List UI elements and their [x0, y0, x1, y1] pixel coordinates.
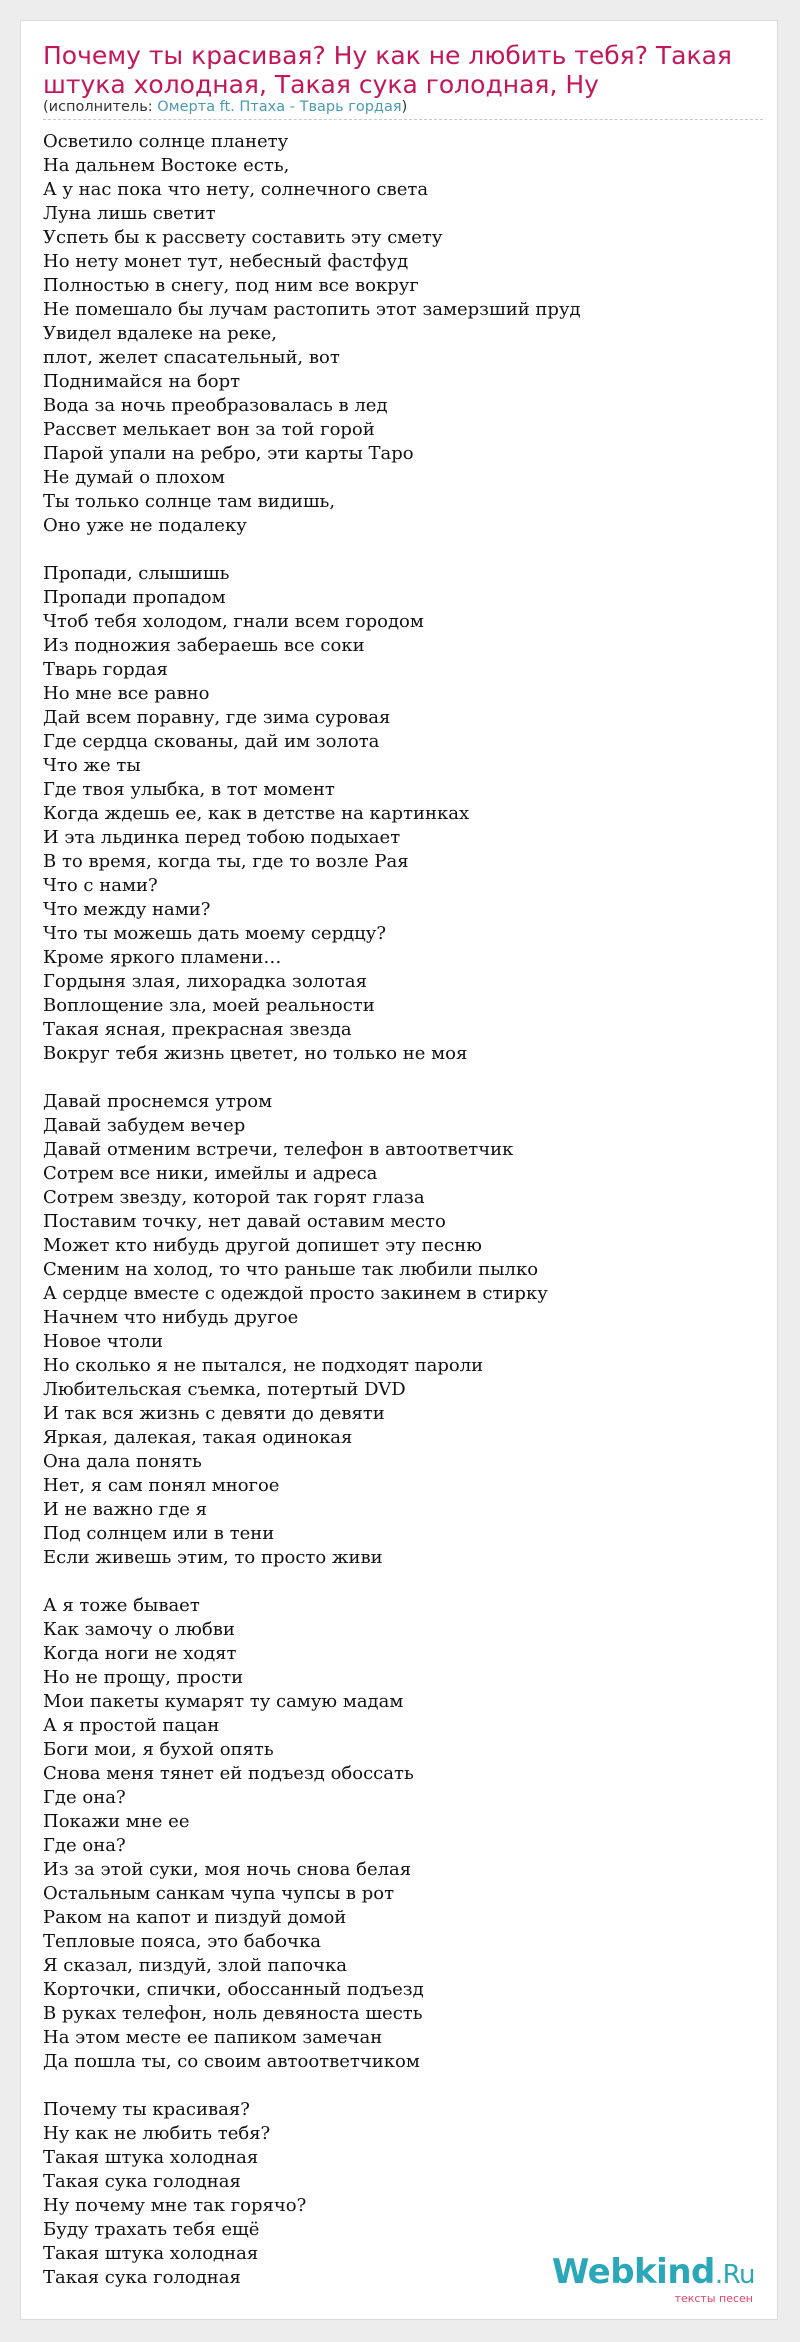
artist-line	[43, 98, 763, 117]
lyrics-line: Из подножия забераешь все соки	[43, 635, 365, 656]
lyrics-line: Что между нами?	[43, 899, 211, 920]
lyrics-line: Остальным санкам чупа чупсы в рот	[43, 1883, 395, 1904]
lyrics-line: Что же ты	[43, 755, 141, 776]
lyrics-line: Я сказал, пиздуй, злой папочка	[43, 1955, 347, 1976]
lyrics-line: Не помешало бы лучам растопить этот замерзший пруд	[43, 299, 581, 320]
lyrics-line: Если живешь этим, то просто живи	[43, 1547, 383, 1568]
lyrics-line: Поставим точку, нет давай оставим место	[43, 1211, 446, 1232]
lyrics-line: Давай отменим встречи, телефон в автоответчик	[43, 1139, 514, 1160]
lyrics-line: Почему ты красивая?	[43, 2099, 250, 2120]
lyrics-line: Новое чтоли	[43, 1331, 164, 1352]
lyrics-line: Что ты можешь дать моему сердцу?	[43, 923, 386, 944]
lyrics-line: Ну как не любить тебя?	[43, 2123, 271, 2144]
lyrics-text	[43, 130, 763, 2314]
lyrics-line: Вода за ночь преобразовалась в лед	[43, 395, 388, 416]
lyrics-line: Когда ждешь ее, как в детстве на картинках	[43, 803, 470, 824]
lyrics-line: Яркая, далекая, такая одинокая	[43, 1427, 353, 1448]
lyrics-line: Гордыня злая, лихорадка золотая	[43, 971, 367, 992]
lyrics-line: Рассвет мелькает вон за той горой	[43, 419, 375, 440]
lyrics-line: В то время, когда ты, где то возле Рая	[43, 851, 409, 872]
lyrics-line: Может кто нибудь другой допишет эту песню	[43, 1235, 482, 1256]
lyrics-line: И не важно где я	[43, 1499, 208, 1520]
lyrics-line: Боги мои, я бухой опять	[43, 1739, 274, 1760]
lyrics-line: Ты только солнце там видишь,	[43, 491, 336, 512]
lyrics-line: Такая штука холодная	[43, 2243, 259, 2264]
lyrics-line: Мои пакеты кумарят ту самую мадам	[43, 1691, 404, 1712]
lyrics-line: И эта льдинка перед тобою подыхает	[43, 827, 401, 848]
lyrics-line: Пропади, слышишь	[43, 563, 230, 584]
logo-tld: .Ru	[714, 2260, 755, 2290]
lyrics-stanza	[43, 562, 763, 1066]
lyrics-line: Кроме яркого пламени…	[43, 947, 282, 968]
lyrics-line: Под солнцем или в тени	[43, 1523, 275, 1544]
lyrics-line: Поднимайся на борт	[43, 371, 241, 392]
lyrics-line: Где она?	[43, 1787, 126, 1808]
lyrics-line: Из за этой суки, моя ночь снова белая	[43, 1859, 412, 1880]
lyrics-line: Парой упали на ребро, эти карты Таро	[43, 443, 414, 464]
lyrics-line: Не думай о плохом	[43, 467, 226, 488]
lyrics-stanza	[43, 130, 763, 538]
lyrics-stanza	[43, 1090, 763, 1570]
lyrics-line: Как замочу о любви	[43, 1619, 235, 1640]
lyrics-line: Где твоя улыбка, в тот момент	[43, 779, 335, 800]
lyrics-line: Оно уже не подалеку	[43, 515, 247, 536]
logo-brand: Webkind	[551, 2252, 715, 2292]
lyrics-line: Пропади пропадом	[43, 587, 226, 608]
artist-suffix: )	[401, 99, 408, 115]
lyrics-line: Когда ноги не ходят	[43, 1643, 237, 1664]
lyrics-card	[20, 20, 778, 2320]
page-title: Почему ты красивая? Ну как не любить тебя? Такая штука холодная, Такая сука голодная, Ну	[43, 41, 732, 99]
lyrics-line: А я тоже бывает	[43, 1595, 200, 1616]
lyrics-line: Такая сука голодная	[43, 2171, 241, 2192]
lyrics-line: Но не прощу, прости	[43, 1667, 244, 1688]
lyrics-line: Нет, я сам понял многое	[43, 1475, 280, 1496]
lyrics-line: Начнем что нибудь другое	[43, 1307, 299, 1328]
lyrics-line: Сотрем все ники, имейлы и адреса	[43, 1163, 378, 1184]
lyrics-line: Где сердца скованы, дай им золота	[43, 731, 380, 752]
lyrics-line: Снова меня тянет ей подъезд обоссать	[43, 1763, 414, 1784]
lyrics-line: А сердце вместе с одеждой просто закинем в стирку	[43, 1283, 548, 1304]
lyrics-line: Любительская съемка, потертый DVD	[43, 1379, 406, 1400]
logo-tagline: тексты песен	[674, 2292, 753, 2305]
lyrics-line: плот, желет спасательный, вот	[43, 347, 340, 368]
logo-wordmark	[552, 2254, 755, 2293]
lyrics-line: Ну почему мне так горячо?	[43, 2195, 307, 2216]
lyrics-line: В руках телефон, ноль девяноста шесть	[43, 2003, 423, 2024]
lyrics-line: Тварь гордая	[43, 659, 168, 680]
lyrics-line: Такая сука голодная	[43, 2267, 241, 2288]
lyrics-line: Дай всем поравну, где зима суровая	[43, 707, 391, 728]
lyrics-line: Успеть бы к рассвету составить эту смету	[43, 227, 443, 248]
lyrics-line: Полностью в снегу, под ним все вокруг	[43, 275, 419, 296]
artist-prefix: (исполнитель:	[43, 99, 158, 115]
lyrics-line: Такая ясная, прекрасная звезда	[43, 1019, 352, 1040]
lyrics-line: А у нас пока что нету, солнечного света	[43, 179, 429, 200]
lyrics-line: Но нету монет тут, небесный фастфуд	[43, 251, 409, 272]
lyrics-line: На этом месте ее папиком замечан	[43, 2027, 383, 2048]
lyrics-line: Сменим на холод, то что раньше так любили пылко	[43, 1259, 539, 1280]
lyrics-line: Сотрем звезду, которой так горят глаза	[43, 1187, 425, 1208]
lyrics-line: Вокруг тебя жизнь цветет, но только не моя	[43, 1043, 468, 1064]
lyrics-stanza	[43, 1594, 763, 2074]
lyrics-line: Она дала понять	[43, 1451, 202, 1472]
lyrics-line: Давай проснемся утром	[43, 1091, 273, 1112]
lyrics-line: Луна лишь светит	[43, 203, 216, 224]
lyrics-line: Буду трахать тебя ещё	[43, 2219, 260, 2240]
lyrics-line: Но сколько я не пытался, не подходят пароли	[43, 1355, 484, 1376]
lyrics-line: На дальнем Востоке есть,	[43, 155, 290, 176]
site-logo[interactable]	[552, 2254, 755, 2305]
lyrics-line: Где она?	[43, 1835, 126, 1856]
lyrics-line: Корточки, спички, обоссанный подъезд	[43, 1979, 424, 2000]
lyrics-line: Покажи мне ее	[43, 1811, 190, 1832]
lyrics-line: Воплощение зла, моей реальности	[43, 995, 375, 1016]
lyrics-line: А я простой пацан	[43, 1715, 220, 1736]
lyrics-line: Да пошла ты, со своим автоответчиком	[43, 2051, 420, 2072]
lyrics-line: Увидел вдалеке на реке,	[43, 323, 277, 344]
lyrics-line: Что с нами?	[43, 875, 158, 896]
lyrics-line: Осветило солнце планету	[43, 131, 289, 152]
lyrics-line: И так вся жизнь с девяти до девяти	[43, 1403, 385, 1424]
lyrics-line: Тепловые пояса, это бабочка	[43, 1931, 321, 1952]
lyrics-line: Давай забудем вечер	[43, 1115, 246, 1136]
artist-link[interactable]: Омерта ft. Птаха - Тварь гордая	[157, 99, 402, 115]
title-divider	[43, 119, 763, 120]
lyrics-line: Раком на капот и пиздуй домой	[43, 1907, 347, 1928]
lyrics-line: Чтоб тебя холодом, гнали всем городом	[43, 611, 424, 632]
lyrics-line: Но мне все равно	[43, 683, 210, 704]
lyrics-line: Такая штука холодная	[43, 2147, 259, 2168]
